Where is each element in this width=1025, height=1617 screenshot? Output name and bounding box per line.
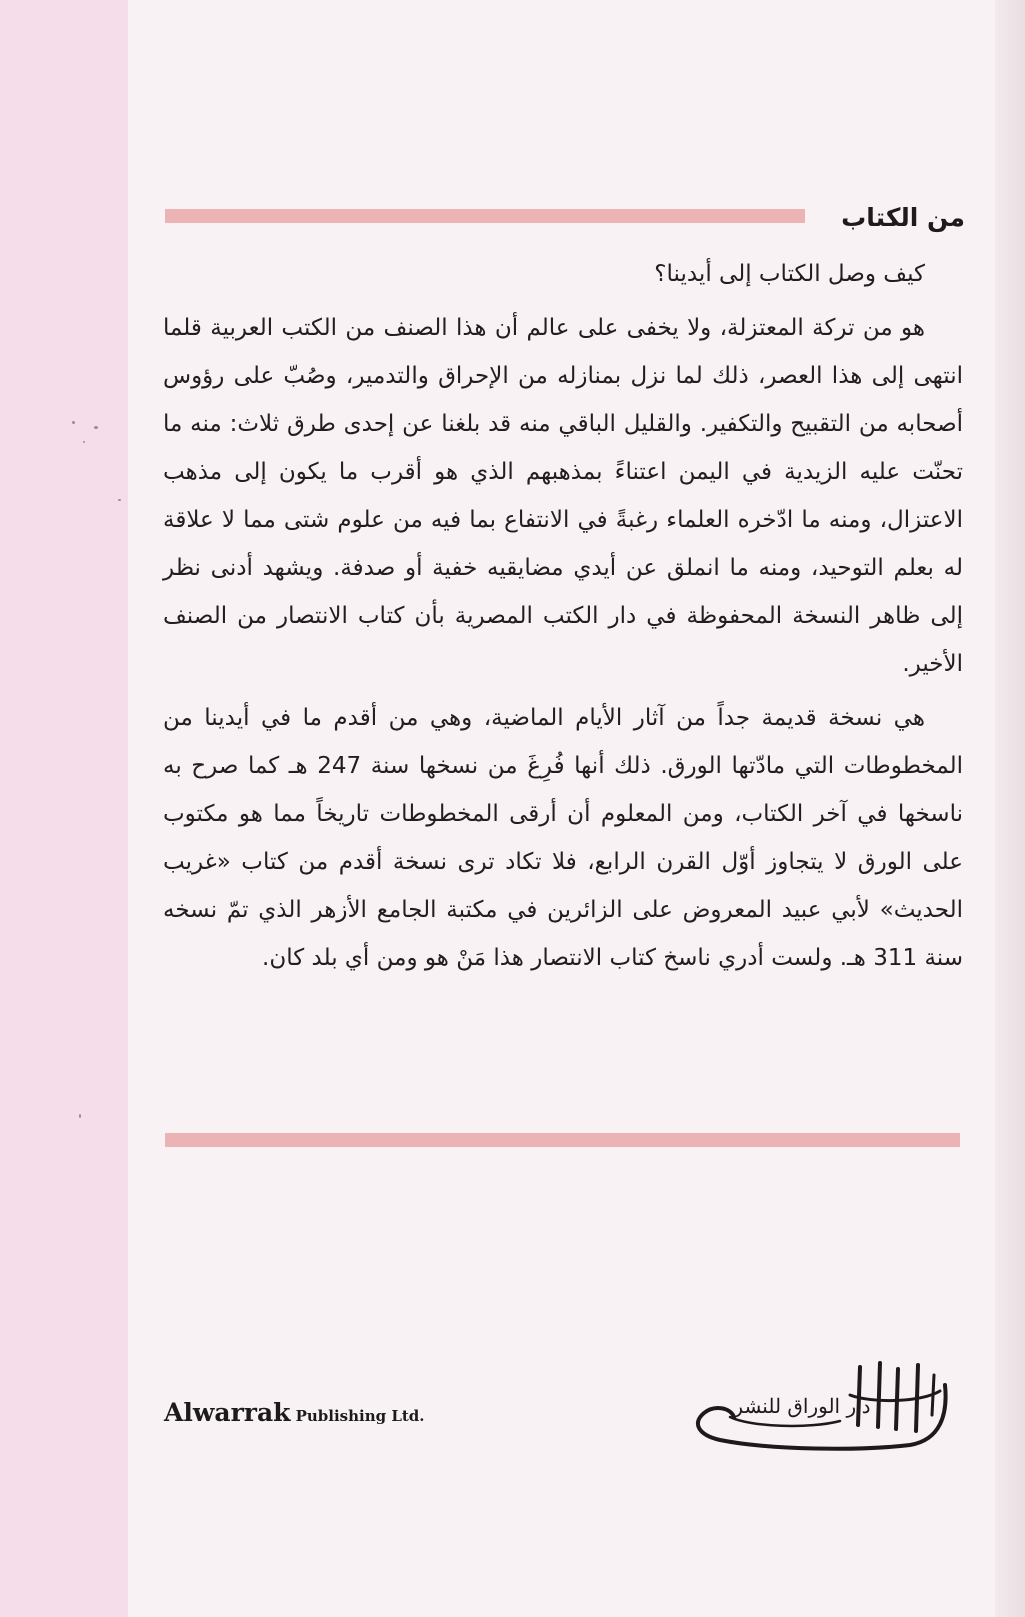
- publisher-name-main: Alwarrak: [164, 1398, 291, 1427]
- bottom-divider-rule: [165, 1133, 960, 1147]
- publisher-name-english: [164, 1398, 425, 1427]
- publisher-name-suffix: Publishing Ltd.: [295, 1407, 425, 1425]
- paper-speck: [118, 499, 121, 501]
- excerpt-question: كيف وصل الكتاب إلى أيدينا؟: [654, 261, 925, 287]
- publisher-logo-text: دار الوراق للنشر: [733, 1394, 871, 1418]
- paper-speck: [94, 426, 98, 429]
- paper-speck: [72, 421, 75, 424]
- excerpt-text: [163, 250, 963, 982]
- pink-spine-band: [0, 0, 128, 1617]
- excerpt-paragraph-1: هو من تركة المعتزلة، ولا يخفى على عالم أن هذا الصنف من الكتب العربية قلما انتهى إلى هذا العصر، ذلك لما نزل بمنازله من الإحراق والتدمير، وصُبّ على رؤوس أصحابه من التقبيح والتكفير. والقليل الباقي منه قد بلغنا عن إحدى طرق ثلاث: منه ما تحنّت عليه الزيدية في اليمن اعتناءً بمذهبهم الذي هو أقرب ما يكون إلى مذهب الاعتزال، ومنه ما ادّخره العلماء رغبةً في الانتفاع بما فيه من علوم شتى مما لا علاقة له بعلم التوحيد، ومنه ما انملق عن أيدي مضايقيه خفية أو صدفة. ويشهد أدنى نظر إلى ظاهر النسخة المحفوظة في دار الكتب المصرية بأن كتاب الانتصار من الصنف الأخير.: [163, 315, 963, 677]
- paper-speck: [83, 441, 85, 443]
- page-edge-shadow: [995, 0, 1025, 1617]
- section-header: [165, 196, 965, 240]
- section-title: من الكتاب: [841, 203, 965, 232]
- excerpt-paragraph-2: هي نسخة قديمة جداً من آثار الأيام الماضية، وهي من أقدم ما في أيدينا من المخطوطات التي مادّتها الورق. ذلك أنها فُرِغَ من نسخها سنة 247 هـ كما صرح به ناسخها في آخر الكتاب، ومن المعلوم أن أرقى المخطوطات تاريخاً مما هو مكتوب على الورق لا يتجاوز أوّل القرن الرابع، فلا تكاد ترى نسخة أقدم من كتاب «غريب الحديث» لأبي عبيد المعروض على الزائرين في مكتبة الجامع الأزهر الذي تمّ نسخه سنة 311 هـ. ولست أدري ناسخ كتاب الانتصار هذا مَنْ هو ومن أي بلد كان.: [163, 705, 963, 971]
- calligraphy-logo-icon: [690, 1355, 960, 1455]
- paper-speck: [79, 1114, 81, 1118]
- publisher-logo: [690, 1355, 960, 1455]
